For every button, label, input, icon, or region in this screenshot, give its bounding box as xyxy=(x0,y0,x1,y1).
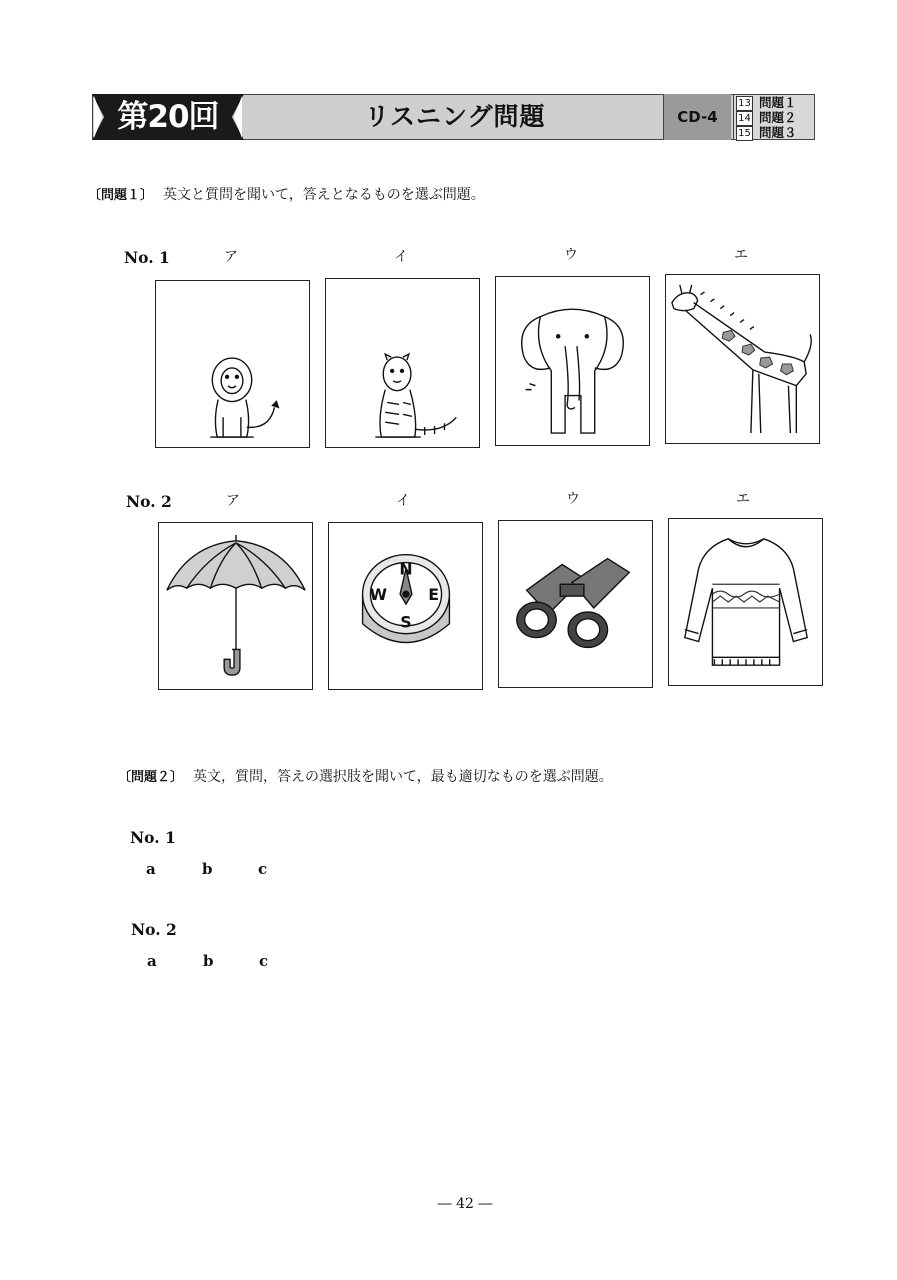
umbrella-icon xyxy=(159,523,312,689)
option-picture-sweater[interactable] xyxy=(668,518,823,686)
compass-west-icon: W xyxy=(369,585,388,605)
answer-choice: b xyxy=(203,952,214,970)
sweater-icon xyxy=(669,519,822,685)
option-kana: ウ xyxy=(566,491,580,507)
option-kana: イ xyxy=(394,249,408,265)
option-kana: イ xyxy=(396,493,410,509)
option-picture-umbrella[interactable] xyxy=(158,522,313,690)
compass-east-icon: E xyxy=(428,585,440,605)
track-label: 問題１ xyxy=(759,95,797,110)
option-picture-tiger[interactable] xyxy=(325,278,480,448)
round-number: 第20回 xyxy=(117,99,219,135)
answer-choice: b xyxy=(202,860,213,878)
track-label: 問題２ xyxy=(759,110,797,125)
track-list xyxy=(733,94,815,140)
binoculars-icon xyxy=(499,521,652,687)
section2-heading xyxy=(118,766,613,786)
question-number: No. 1 xyxy=(124,248,170,267)
page-number: ― 42 ― xyxy=(437,1196,493,1212)
section1-heading xyxy=(88,184,485,204)
track-number: 13 xyxy=(736,96,753,111)
answer-choice: a xyxy=(147,952,157,970)
option-picture-binoculars[interactable] xyxy=(498,520,653,688)
compass-north-icon: N xyxy=(399,559,413,579)
track-row xyxy=(734,95,814,110)
question-number: No. 2 xyxy=(131,920,177,939)
track-row xyxy=(734,125,814,140)
option-kana: ア xyxy=(224,249,238,265)
option-picture-giraffe[interactable] xyxy=(665,274,820,444)
option-picture-lion[interactable] xyxy=(155,280,310,448)
question-number: No. 2 xyxy=(126,492,172,511)
answer-choice: c xyxy=(258,860,268,878)
track-number: 15 xyxy=(736,126,753,141)
option-kana: エ xyxy=(734,247,748,263)
option-picture-compass[interactable] xyxy=(328,522,483,690)
track-number: 14 xyxy=(736,111,753,126)
track-row xyxy=(734,110,814,125)
option-kana: ア xyxy=(226,493,240,509)
tiger-icon xyxy=(326,279,479,447)
section2-instruction: 英文，質問，答えの選択肢を聞いて，最も適切なものを選ぶ問題。 xyxy=(193,769,613,785)
track-label: 問題３ xyxy=(759,125,797,140)
giraffe-icon xyxy=(666,275,819,443)
elephant-icon xyxy=(496,277,649,445)
option-kana: ウ xyxy=(564,247,578,263)
page-title: リスニング問題 xyxy=(364,102,546,131)
compass-south-icon: S xyxy=(400,612,412,632)
question-number: No. 1 xyxy=(130,828,176,847)
answer-choice: c xyxy=(259,952,269,970)
lion-icon xyxy=(156,281,309,447)
section1-label: 〔問題１〕 xyxy=(88,188,154,203)
option-kana: エ xyxy=(736,491,750,507)
answer-choice: a xyxy=(146,860,156,878)
section2-label: 〔問題２〕 xyxy=(118,770,184,785)
section1-instruction: 英文と質問を聞いて，答えとなるものを選ぶ問題。 xyxy=(163,187,485,203)
compass-icon xyxy=(329,523,482,689)
option-picture-elephant[interactable] xyxy=(495,276,650,446)
cd-label: CD-4 xyxy=(663,94,731,140)
